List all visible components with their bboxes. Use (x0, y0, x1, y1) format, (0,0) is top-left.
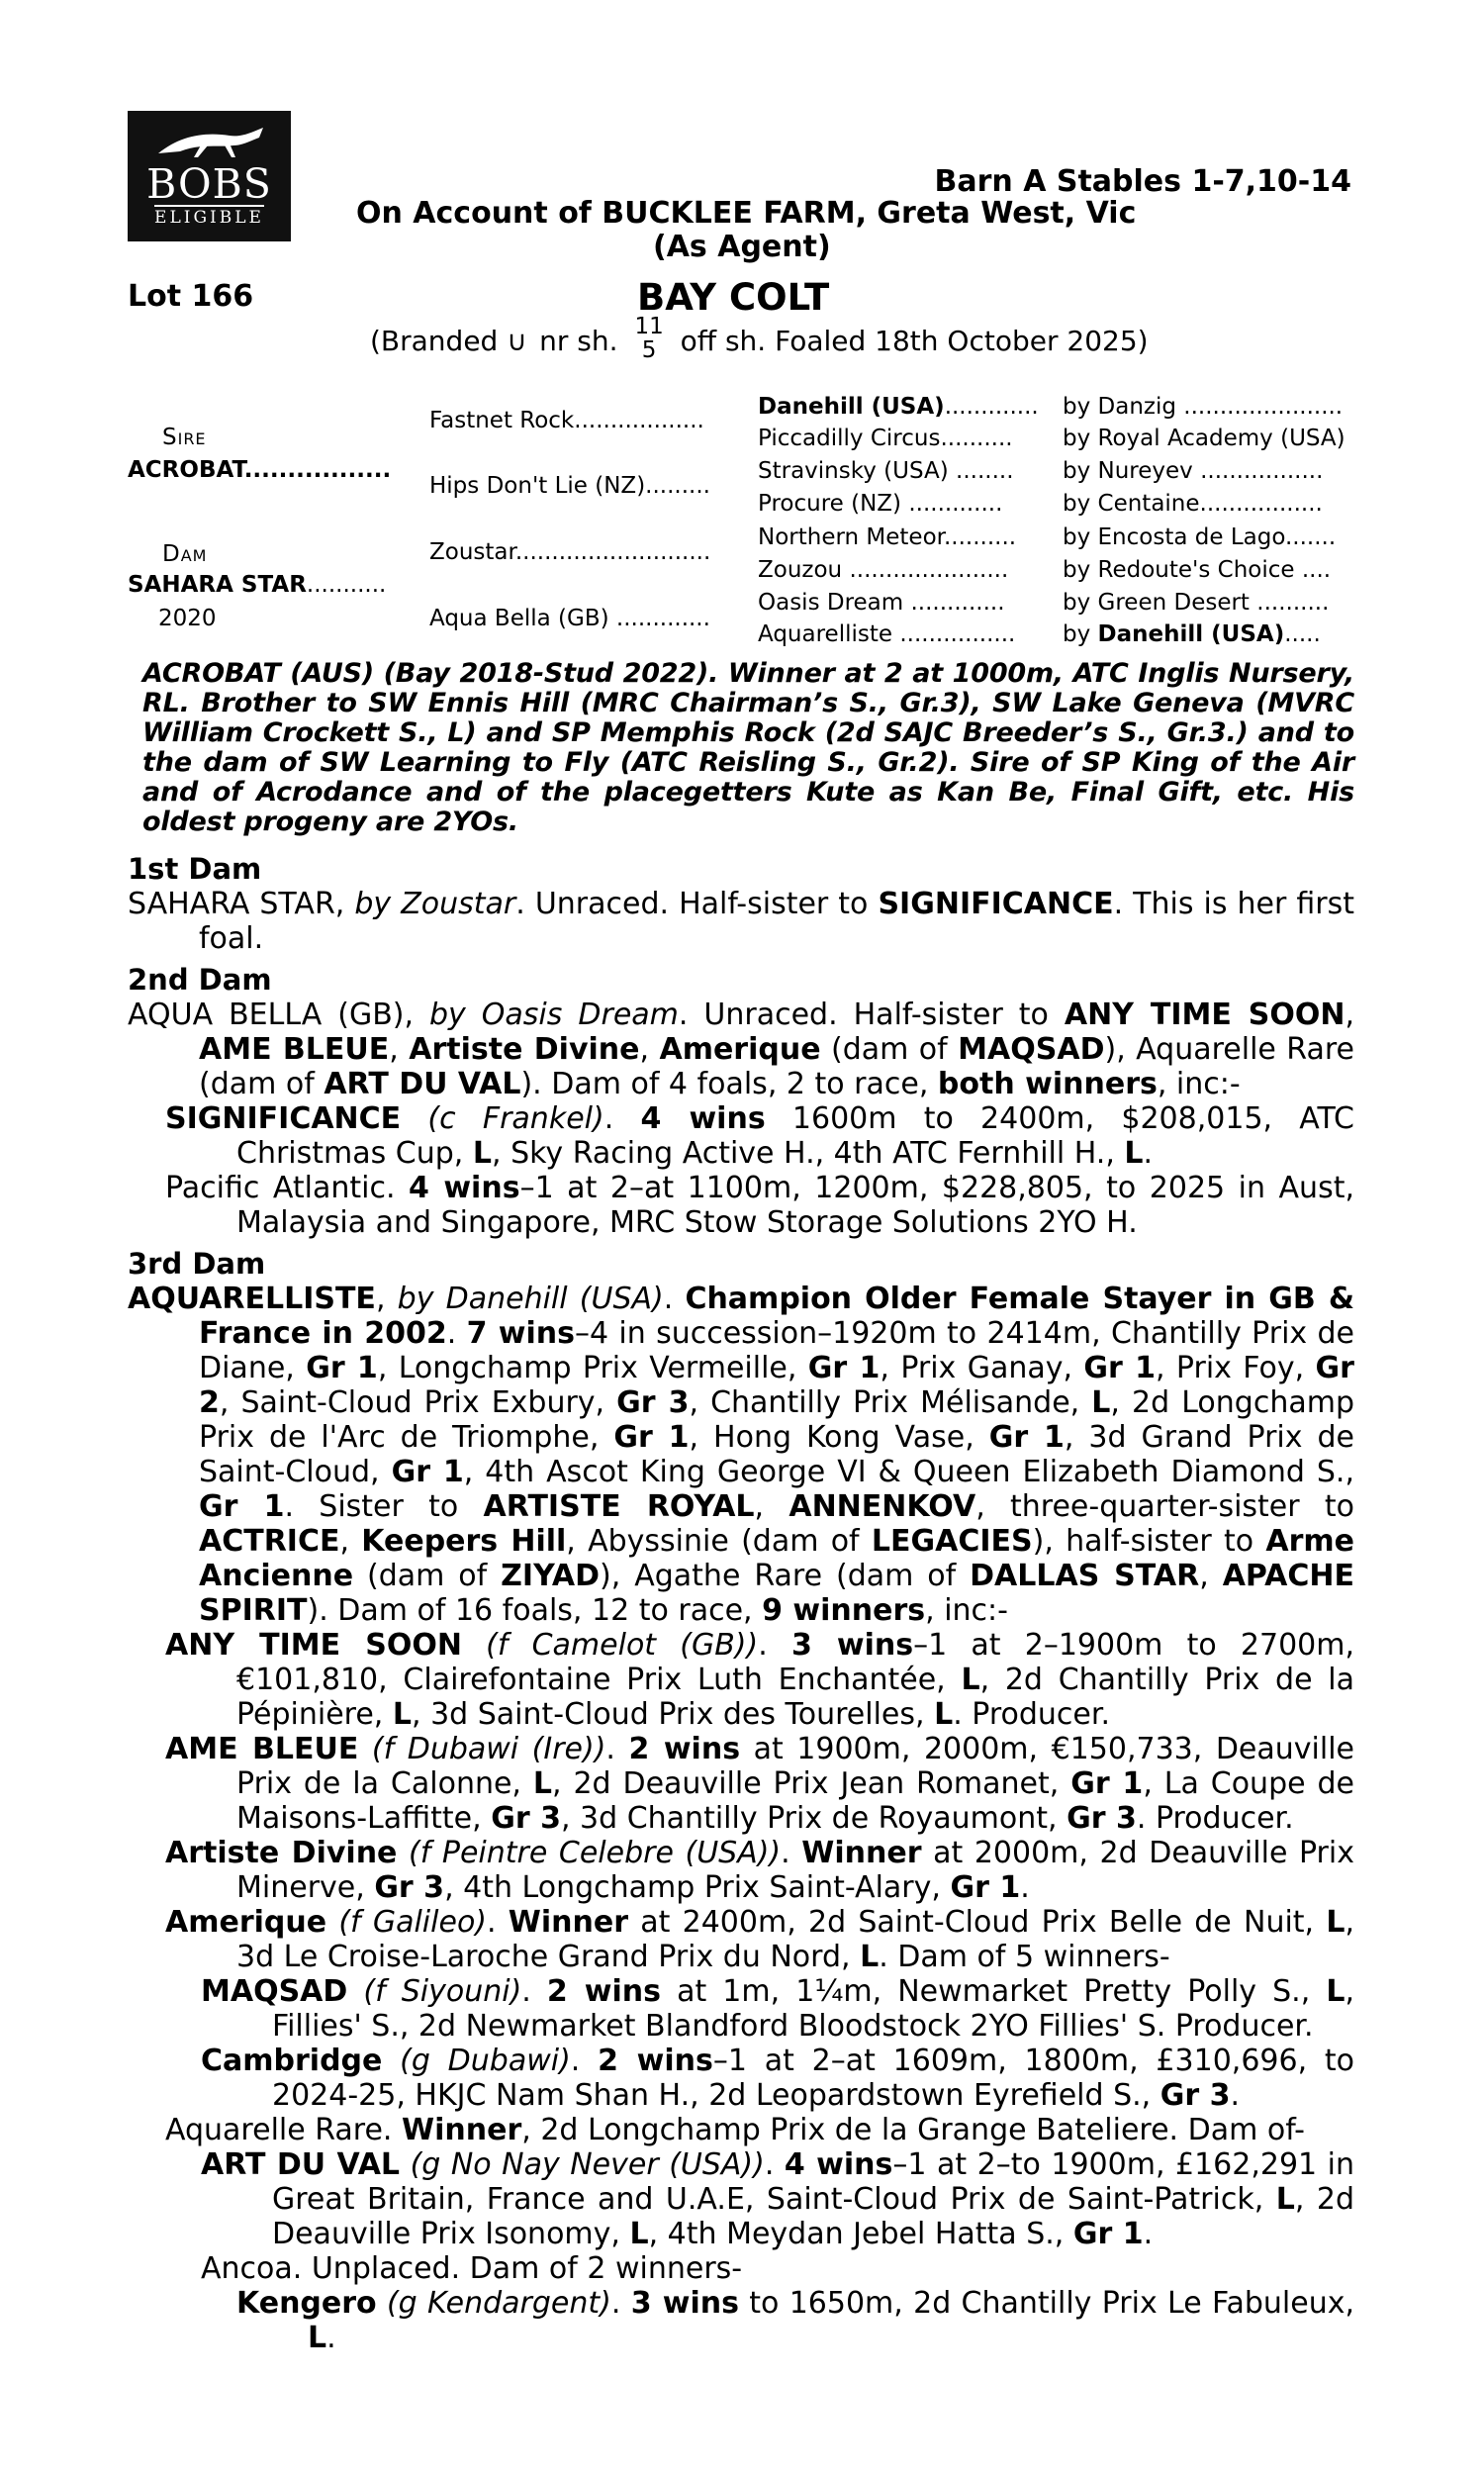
text-segment: . (1143, 1136, 1154, 1171)
text-segment: , 3d Chantilly Prix de Royaumont, (560, 1801, 1067, 1836)
text-segment: . (446, 1316, 467, 1351)
pedigree-h7: Oasis Dream ............. (758, 590, 1005, 616)
text-segment: , Chantilly Prix Mélisande, (689, 1385, 1092, 1420)
text-segment: Gr 1 (1070, 1766, 1144, 1801)
text-segment: ), Aquarelle Rare (dam of (199, 1032, 1354, 1101)
s7-text: by Green Desert (1063, 590, 1250, 616)
text-segment: L (934, 1697, 954, 1732)
h1-text: Danehill (USA) (758, 394, 945, 420)
second-dam-para (128, 998, 1354, 1101)
text-segment: L (629, 2217, 649, 2251)
pedigree-s4: by Centaine................. (1063, 491, 1323, 517)
text-segment: –1 at 2–at 1609m, 1800m, £310,696, to 2024-25, HKJC Nam Shan H., 2d Leopardstown Eyrefield S., (272, 2044, 1355, 2113)
third-dam-grandprogeny-3 (128, 2147, 1354, 2251)
text-segment: by Oasis Dream (429, 998, 679, 1032)
text-segment: . (487, 1905, 509, 1940)
first-dam-para (128, 887, 1354, 956)
text-segment: by Danehill (USA) (397, 1282, 664, 1316)
text-segment: , Abyssinie (dam of (566, 1524, 872, 1559)
text-segment: Winner (402, 2113, 522, 2147)
sire-label: Sire (162, 425, 207, 450)
d1-t1: SAHARA STAR, (128, 887, 355, 921)
text-segment: , (1345, 998, 1354, 1032)
pedigree-s2: by Royal Academy (USA) (1063, 426, 1345, 451)
text-segment: . (764, 2147, 785, 2182)
text-segment: Gr 2 (199, 1351, 1354, 1420)
text-segment (462, 1628, 486, 1663)
text-segment: Aquarelle Rare. (165, 2113, 403, 2147)
text-segment: at 1m, 1¼m, Newmarket Pretty Polly S., (661, 1974, 1327, 2009)
text-segment: APACHE SPIRIT (199, 1559, 1355, 1628)
text-segment: (dam of (820, 1032, 959, 1067)
text-segment: (f Galileo) (338, 1905, 487, 1940)
text-segment: L (961, 1663, 980, 1697)
text-segment: ZIYAD (501, 1559, 601, 1593)
text-segment: , 2d Deauville Prix Isonomy, (272, 2182, 1355, 2251)
text-segment: –1 at 2–to 1900m, £162,291 in Great Britain, France and U.A.E, Saint-Cloud Prix de Saint-Patrick, (272, 2147, 1355, 2217)
text-segment: 3 wins (630, 2286, 739, 2321)
text-segment: MAQSAD (201, 1974, 348, 2009)
logo-subtext: ELIGIBLE (154, 205, 264, 228)
text-segment: , (339, 1524, 362, 1559)
text-segment: Gr 1 (807, 1351, 881, 1385)
h5-text: Northern Meteor (758, 524, 944, 550)
pedigree-h2: Piccadilly Circus.......... (758, 426, 1013, 451)
text-segment: 4 wins (409, 1171, 520, 1205)
text-segment: L (1091, 1385, 1111, 1420)
text-segment: . (1143, 2217, 1154, 2251)
text-segment: (g Dubawi) (400, 2044, 571, 2078)
text-segment: , Prix Ganay, (880, 1351, 1084, 1385)
text-segment: to 1650m, 2d Chantilly Prix Le Fabuleux, (738, 2286, 1354, 2321)
text-segment (401, 1101, 427, 1136)
text-segment: , inc:- (1157, 1067, 1241, 1101)
text-segment: Champion Older Female Stayer in GB & France in 2002 (199, 1282, 1354, 1351)
text-segment: –1 at 2–at 1100m, 1200m, $228,805, to 2025 in Aust, Malaysia and Singapore, MRC Stow Storage Solutions 2YO H. (236, 1171, 1354, 1240)
text-segment: , 4th Ascot King George VI & Queen Elizabeth Diamond S., (463, 1455, 1355, 1489)
text-segment: Pacific Atlantic. (165, 1171, 410, 1205)
third-dam-heading: 3rd Dam (128, 1247, 266, 1281)
third-dam-grandprogeny-4 (128, 2286, 1354, 2355)
text-segment: Keepers Hill (361, 1524, 567, 1559)
d1-t4: SIGNIFICANCE (878, 887, 1114, 921)
third-dam-progeny-5 (128, 2113, 1354, 2147)
text-segment: Amerique (659, 1032, 821, 1067)
g4-text: Aqua Bella (GB) (429, 606, 609, 631)
text-segment: 4 wins (640, 1101, 766, 1136)
text-segment: , three-quarter-sister to (975, 1489, 1354, 1524)
text-segment: . (603, 1101, 641, 1136)
brand-numerator: 11 (634, 314, 664, 339)
text-segment: . Dam of 5 winners- (879, 1940, 1170, 1974)
h8-text: Aquarelliste (758, 621, 893, 647)
text-segment: , Sky Racing Active H., 4th ATC Fernhill H., (492, 1136, 1125, 1171)
text-segment: . (663, 1282, 686, 1316)
text-segment (400, 2147, 411, 2182)
catalogue-body (128, 659, 1354, 2355)
text-segment: ANY TIME SOON (1064, 998, 1345, 1032)
text-segment: Arme Ancienne (199, 1524, 1354, 1593)
text-segment: . Sister to (284, 1489, 484, 1524)
text-segment: LEGACIES (871, 1524, 1033, 1559)
text-segment (347, 1974, 363, 2009)
text-segment: , Saint-Cloud Prix Exbury, (219, 1385, 617, 1420)
text-segment: L (1326, 1905, 1345, 1940)
text-segment: Artiste Divine (165, 1836, 398, 1870)
text-segment: (g No Nay Never (USA)) (410, 2147, 765, 2182)
text-segment: , inc:- (925, 1593, 1008, 1628)
text-segment: L (472, 1136, 492, 1171)
text-segment: (f Peintre Celebre (USA)) (409, 1836, 782, 1870)
dam-text: SAHARA STAR (128, 572, 307, 598)
third-dam-progeny-4 (128, 1905, 1354, 1974)
pedigree-h3: Stravinsky (USA) ........ (758, 458, 1014, 484)
text-segment: (f Camelot (GB)) (486, 1628, 759, 1663)
text-segment: Artiste Divine (409, 1032, 640, 1067)
d1-t2: by Zoustar (354, 887, 516, 921)
text-segment: Winner (801, 1836, 922, 1870)
text-segment: L (860, 1940, 880, 1974)
text-segment: L (392, 1697, 412, 1732)
first-dam-heading: 1st Dam (128, 852, 262, 886)
text-segment: , 2d Chantilly Prix de la Pépinière, (236, 1663, 1354, 1732)
third-dam-para (128, 1282, 1354, 1628)
text-segment: 2 wins (598, 2044, 713, 2078)
text-segment: , (389, 1032, 410, 1067)
text-segment (326, 1905, 338, 1940)
text-segment (377, 2286, 387, 2321)
text-segment (397, 1836, 409, 1870)
text-segment: ART DU VAL (201, 2147, 401, 2182)
text-segment: 2 wins (628, 1732, 741, 1766)
sire-name: ACROBAT................. (128, 457, 392, 483)
text-segment: , 2d Longchamp Prix de la Grange Bateliere. Dam of- (521, 2113, 1305, 2147)
vendor-account: On Account of BUCKLEE FARM, Greta West, Vic (356, 196, 1137, 231)
text-segment (358, 1732, 372, 1766)
third-dam-progeny-1 (128, 1628, 1354, 1732)
g3-text: Zoustar (429, 539, 515, 565)
pedigree-g1: Fastnet Rock.................. (429, 408, 704, 433)
dam-name: SAHARA STAR........... (128, 572, 387, 598)
third-dam-grandprogeny-1 (128, 1974, 1354, 2044)
text-segment: , 4th Meydan Jebel Hatta S., (648, 2217, 1073, 2251)
brand-fraction (634, 315, 663, 362)
text-segment: , Prix Foy, (1156, 1351, 1316, 1385)
text-segment: –1 at 2–1900m to 2700m, €101,810, Clairefontaine Prix Luth Enchantée, (236, 1628, 1354, 1697)
text-segment: Gr 1 (1072, 2217, 1144, 2251)
brand-denominator: 5 (641, 337, 657, 363)
text-segment: , 4th Longchamp Prix Saint-Alary, (444, 1870, 951, 1905)
text-segment: , (639, 1032, 660, 1067)
text-segment: . Unraced. Half-sister to (678, 998, 1065, 1032)
s3-text: by Nureyev (1063, 458, 1193, 484)
h2-text: Piccadilly Circus (758, 426, 941, 451)
h3-text: Stravinsky (USA) (758, 458, 949, 484)
text-segment: Kengero (236, 2286, 377, 2321)
text-segment: L (1124, 1136, 1144, 1171)
text-segment: . (758, 1628, 791, 1663)
text-segment: ARTISTE ROYAL (483, 1489, 755, 1524)
pedigree-s5: by Encosta de Lago....... (1063, 524, 1337, 550)
text-segment: 7 wins (466, 1316, 575, 1351)
d1-t5: . This is her first foal. (199, 887, 1354, 956)
text-segment: Gr 3 (1067, 1801, 1137, 1836)
text-segment: both winners (937, 1067, 1158, 1101)
text-segment: 2 wins (546, 1974, 661, 2009)
bobs-eligible-logo (128, 111, 291, 241)
text-segment: Gr 1 (988, 1420, 1065, 1455)
horse-logo-icon (150, 126, 269, 161)
text-segment: ), Agathe Rare (dam of (600, 1559, 971, 1593)
pedigree-g2: Hips Don't Lie (NZ)......... (429, 473, 710, 499)
text-segment: ). Dam of 16 foals, 12 to race, (307, 1593, 763, 1628)
dam-year: 2020 (158, 606, 217, 631)
text-segment: . Producer. (953, 1697, 1110, 1732)
text-segment: AQUARELLISTE (128, 1282, 376, 1316)
text-segment: , (1199, 1559, 1223, 1593)
text-segment: , 3d Grand Prix de Saint-Cloud, (199, 1420, 1354, 1489)
third-dam-progeny-3 (128, 1836, 1354, 1905)
g2-text: Hips Don't Lie (NZ) (429, 473, 646, 499)
text-segment: (dam of (353, 1559, 502, 1593)
text-segment: Gr 1 (391, 1455, 464, 1489)
text-segment: . (605, 1732, 629, 1766)
text-segment: ), half-sister to (1032, 1524, 1266, 1559)
s8-pre: by (1063, 621, 1098, 647)
pedigree-h8: Aquarelliste ................ (758, 621, 1016, 647)
text-segment: at 2400m, 2d Saint-Cloud Prix Belle de Nuit, (628, 1905, 1327, 1940)
pedigree-s3: by Nureyev ................. (1063, 458, 1324, 484)
text-segment: , Fillies' S., 2d Newmarket Blandford Bloodstock 2YO Fillies' S. Producer. (272, 1974, 1355, 2044)
text-segment: . (326, 2321, 336, 2355)
text-segment: , 2d Longchamp Prix de l'Arc de Triomphe, (199, 1385, 1354, 1455)
pedigree-s6: by Redoute's Choice .... (1063, 557, 1332, 583)
text-segment: Ancoa. Unplaced. Dam of 2 winners- (201, 2251, 743, 2286)
text-segment: L (1275, 2182, 1295, 2217)
s1-text: by Danzig (1063, 394, 1176, 420)
text-segment: L (1326, 1974, 1345, 2009)
text-segment: Gr 3 (616, 1385, 690, 1420)
text-segment: Cambridge (201, 2044, 383, 2078)
text-segment: . (521, 1974, 547, 2009)
pedigree-s8: by Danehill (USA)..... (1063, 621, 1321, 647)
text-segment: SIGNIFICANCE (165, 1101, 402, 1136)
text-segment: , 2d Deauville Prix Jean Romanet, (552, 1766, 1071, 1801)
text-segment: ACTRICE (199, 1524, 340, 1559)
third-dam-grandprogeny-2 (128, 2044, 1354, 2113)
text-segment: Gr 3 (374, 1870, 445, 1905)
text-segment: . (1020, 1870, 1030, 1905)
text-segment: , (754, 1489, 789, 1524)
text-segment: (g Kendargent) (386, 2286, 611, 2321)
pedigree-g3: Zoustar........................... (429, 539, 711, 565)
second-dam-progeny-2 (128, 1171, 1354, 1240)
second-dam-progeny-1 (128, 1101, 1354, 1171)
h4-text: Procure (NZ) (758, 491, 902, 517)
brand-mid: nr sh. (539, 325, 618, 357)
text-segment: at 1900m, 2000m, €150,733, Deauville Prix de la Calonne, (236, 1732, 1354, 1801)
text-segment: 4 wins (784, 2147, 893, 2182)
text-segment: . (1230, 2078, 1241, 2113)
text-segment (382, 2044, 400, 2078)
text-segment: Gr 3 (1159, 2078, 1231, 2113)
text-segment: . (610, 2286, 631, 2321)
text-segment: ANY TIME SOON (165, 1628, 462, 1663)
text-segment: MAQSAD (958, 1032, 1105, 1067)
text-segment: ANNENKOV (788, 1489, 976, 1524)
pedigree-h4: Procure (NZ) ............. (758, 491, 1003, 517)
pedigree-s1: by Danzig ...................... (1063, 394, 1344, 420)
logo-text: BOBS (146, 159, 272, 208)
text-segment: Amerique (165, 1905, 327, 1940)
text-segment: ART DU VAL (324, 1067, 521, 1101)
text-segment: (c Frankel) (427, 1101, 604, 1136)
dam-label: Dam (162, 541, 208, 567)
text-segment: Gr 1 (1083, 1351, 1156, 1385)
text-segment: (f Dubawi (Ire)) (371, 1732, 606, 1766)
text-segment: DALLAS STAR (970, 1559, 1200, 1593)
pedigree-s7: by Green Desert .......... (1063, 590, 1330, 616)
text-segment: 9 winners (762, 1593, 926, 1628)
text-segment: 1600m to 2400m, $208,015, ATC Christmas Cup, (236, 1101, 1354, 1171)
text-segment: Gr 1 (306, 1351, 378, 1385)
text-segment: ). Dam of 4 foals, 2 to race, (520, 1067, 938, 1101)
text-segment: , La Coupe de Maisons-Laffitte, (236, 1766, 1354, 1836)
text-segment: L (532, 1766, 552, 1801)
s5-text: by Encosta de Lago (1063, 524, 1285, 550)
text-segment: Gr 1 (199, 1489, 285, 1524)
sire-text: ACROBAT (128, 457, 244, 483)
text-segment: Gr 1 (950, 1870, 1021, 1905)
third-dam-progeny-2 (128, 1732, 1354, 1836)
text-segment: AME BLEUE (165, 1732, 359, 1766)
second-dam-heading: 2nd Dam (128, 963, 272, 997)
text-segment: , Hong Kong Vase, (689, 1420, 989, 1455)
text-segment: . (781, 1836, 802, 1870)
vendor-agent: (As Agent) (653, 230, 831, 264)
text-segment: Winner (508, 1905, 629, 1940)
text-segment: , 3d Le Croise-Laroche Grand Prix du Nord, (236, 1905, 1354, 1974)
sire-intro: ACROBAT (AUS) (Bay 2018-Stud 2022). Winner at 2 at 1000m, ATC Inglis Nursery, RL. Brother to SW Ennis Hill (MRC Chairman’s S., Gr.3), SW Lake Geneva (MVRC William Crockett S., L) and SP Memphis Rock (2d SAJC Breeder’s S., Gr.3.) and to the dam of SW Learning to Fly (ATC Reisling S., Gr.2). Sire of SP King of the Air and of Acrodance and of the placegetters Kute as Kan Be, Final Gift, etc. His oldest progeny are 2YOs. (142, 658, 1354, 837)
h7-text: Oasis Dream (758, 590, 904, 616)
text-segment: at 2000m, 2d Deauville Prix Minerve, (236, 1836, 1354, 1905)
text-segment: L (308, 2321, 327, 2355)
text-segment: AME BLEUE (199, 1032, 390, 1067)
text-segment: , 3d Saint-Cloud Prix des Tourelles, (412, 1697, 935, 1732)
text-segment: . (570, 2044, 599, 2078)
pedigree-h6: Zouzou ...................... (758, 557, 1009, 583)
g1-text: Fastnet Rock (429, 408, 575, 433)
d1-t3: . Unraced. Half-sister to (515, 887, 879, 921)
text-segment: Gr 3 (491, 1801, 561, 1836)
s8-bold: Danehill (USA) (1097, 621, 1285, 647)
text-segment: (f Siyouni) (363, 1974, 522, 2009)
s4-text: by Centaine (1063, 491, 1200, 517)
text-segment: AQUA BELLA (GB), (128, 998, 430, 1032)
s6-text: by Redoute's Choice (1063, 557, 1295, 583)
text-segment: , (375, 1282, 398, 1316)
text-segment: 3 wins (790, 1628, 914, 1663)
pedigree-g4: Aqua Bella (GB) ............. (429, 606, 710, 631)
lot-title: BAY COLT (637, 276, 830, 319)
text-segment: Gr 1 (613, 1420, 690, 1455)
h6-text: Zouzou (758, 557, 843, 583)
brand-line (370, 314, 1149, 366)
pedigree-h5: Northern Meteor.......... (758, 524, 1017, 550)
text-segment: , Longchamp Prix Vermeille, (377, 1351, 808, 1385)
text-segment: . Producer. (1136, 1801, 1294, 1836)
brand-post: off sh. Foaled 18th October 2025) (680, 325, 1149, 357)
pedigree-h1: Danehill (USA)............. (758, 394, 1039, 420)
brand-mark-icon: ∪ (507, 325, 527, 357)
barn-location: Barn A Stables 1-7,10-14 (934, 164, 1351, 199)
text-segment: –4 in succession–1920m to 2414m, Chantilly Prix de Diane, (199, 1316, 1354, 1385)
brand-pre: (Branded (370, 325, 499, 357)
lot-number: Lot 166 (128, 279, 254, 314)
third-dam-progeny-6 (128, 2251, 1354, 2286)
